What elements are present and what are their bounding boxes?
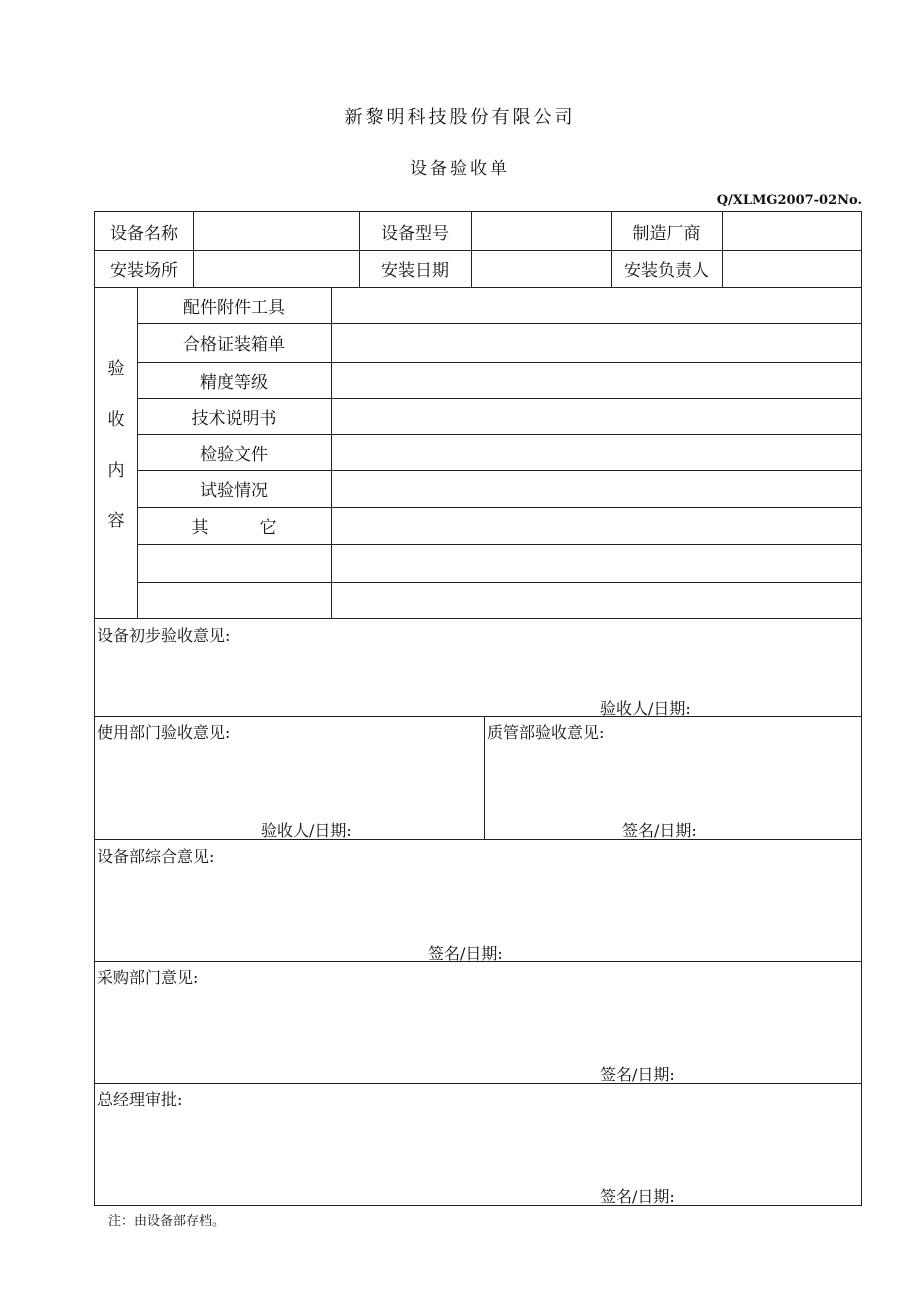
item-label-precision-grade: 精度等级 (200, 372, 268, 393)
document-code: Q/XLMG2007-02No. (716, 193, 862, 208)
install-date-label: 安装日期 (381, 261, 449, 281)
install-manager-label: 安装负责人 (624, 261, 709, 281)
equipment-name-label: 设备名称 (110, 223, 178, 244)
item-value-other[interactable] (332, 507, 862, 544)
equipment-model-value[interactable] (471, 212, 611, 250)
acceptance-form (94, 211, 862, 1206)
acceptance-content-label-char: 容 (107, 511, 125, 531)
initial-acceptance-opinion-title: 设备初步验收意见: (97, 626, 231, 645)
manufacturer-value[interactable] (722, 212, 862, 250)
row-divider (95, 716, 862, 717)
item-label-other: 其 它 (191, 518, 277, 538)
row-divider (95, 1083, 862, 1084)
equipment-model-label: 设备型号 (381, 223, 449, 244)
item-label-test-status: 试验情况 (200, 481, 268, 501)
item-label-technical-manual: 技术说明书 (191, 408, 277, 429)
acceptance-content-label-char: 收 (107, 410, 125, 430)
item-value-test-status[interactable] (332, 470, 862, 507)
item-value-blank[interactable] (332, 582, 862, 618)
purchase-dept-signature-date[interactable]: 签名/日期: (600, 1065, 675, 1084)
acceptance-content-label-char: 内 (107, 461, 125, 481)
initial-acceptance-signature-date[interactable]: 验收人/日期: (600, 699, 691, 718)
form-title: 设备验收单 (410, 159, 510, 179)
install-date-value[interactable] (471, 250, 611, 287)
item-value-blank[interactable] (332, 544, 862, 582)
row-divider (95, 839, 862, 840)
company-name: 新黎明科技股份有限公司 (344, 107, 576, 128)
equipment-name-value[interactable] (193, 212, 359, 250)
item-value-accessories[interactable] (332, 287, 862, 323)
item-value-precision-grade[interactable] (332, 362, 862, 398)
item-label-accessories: 配件附件工具 (183, 297, 285, 318)
gm-approval-title: 总经理审批: (97, 1090, 183, 1109)
user-dept-opinion-title: 使用部门验收意见: (97, 723, 231, 742)
install-location-label: 安装场所 (110, 261, 178, 281)
item-label-blank[interactable] (137, 582, 331, 618)
install-location-value[interactable] (193, 250, 359, 287)
manufacturer-label: 制造厂商 (632, 223, 701, 244)
acceptance-content-label-char: 验 (107, 359, 125, 379)
item-label-certificate-packing-list: 合格证装箱单 (183, 335, 285, 355)
column-divider (484, 716, 485, 839)
install-manager-value[interactable] (722, 250, 862, 287)
qa-dept-signature-date[interactable]: 签名/日期: (622, 821, 697, 840)
gm-signature-date[interactable]: 签名/日期: (600, 1187, 675, 1206)
equipment-dept-signature-date[interactable]: 签名/日期: (428, 944, 503, 963)
archive-note: 注：由设备部存档。 (108, 1214, 226, 1229)
row-divider (95, 618, 862, 619)
item-value-certificate-packing-list[interactable] (332, 323, 862, 362)
qa-dept-opinion-title: 质管部验收意见: (487, 723, 605, 742)
item-label-blank[interactable] (137, 544, 331, 582)
user-dept-signature-date[interactable]: 验收人/日期: (261, 821, 352, 840)
purchase-dept-opinion-title: 采购部门意见: (97, 968, 199, 987)
item-value-inspection-documents[interactable] (332, 434, 862, 470)
equipment-dept-opinion-title: 设备部综合意见: (97, 847, 215, 866)
item-value-technical-manual[interactable] (332, 398, 862, 434)
item-label-inspection-documents: 检验文件 (200, 444, 268, 465)
